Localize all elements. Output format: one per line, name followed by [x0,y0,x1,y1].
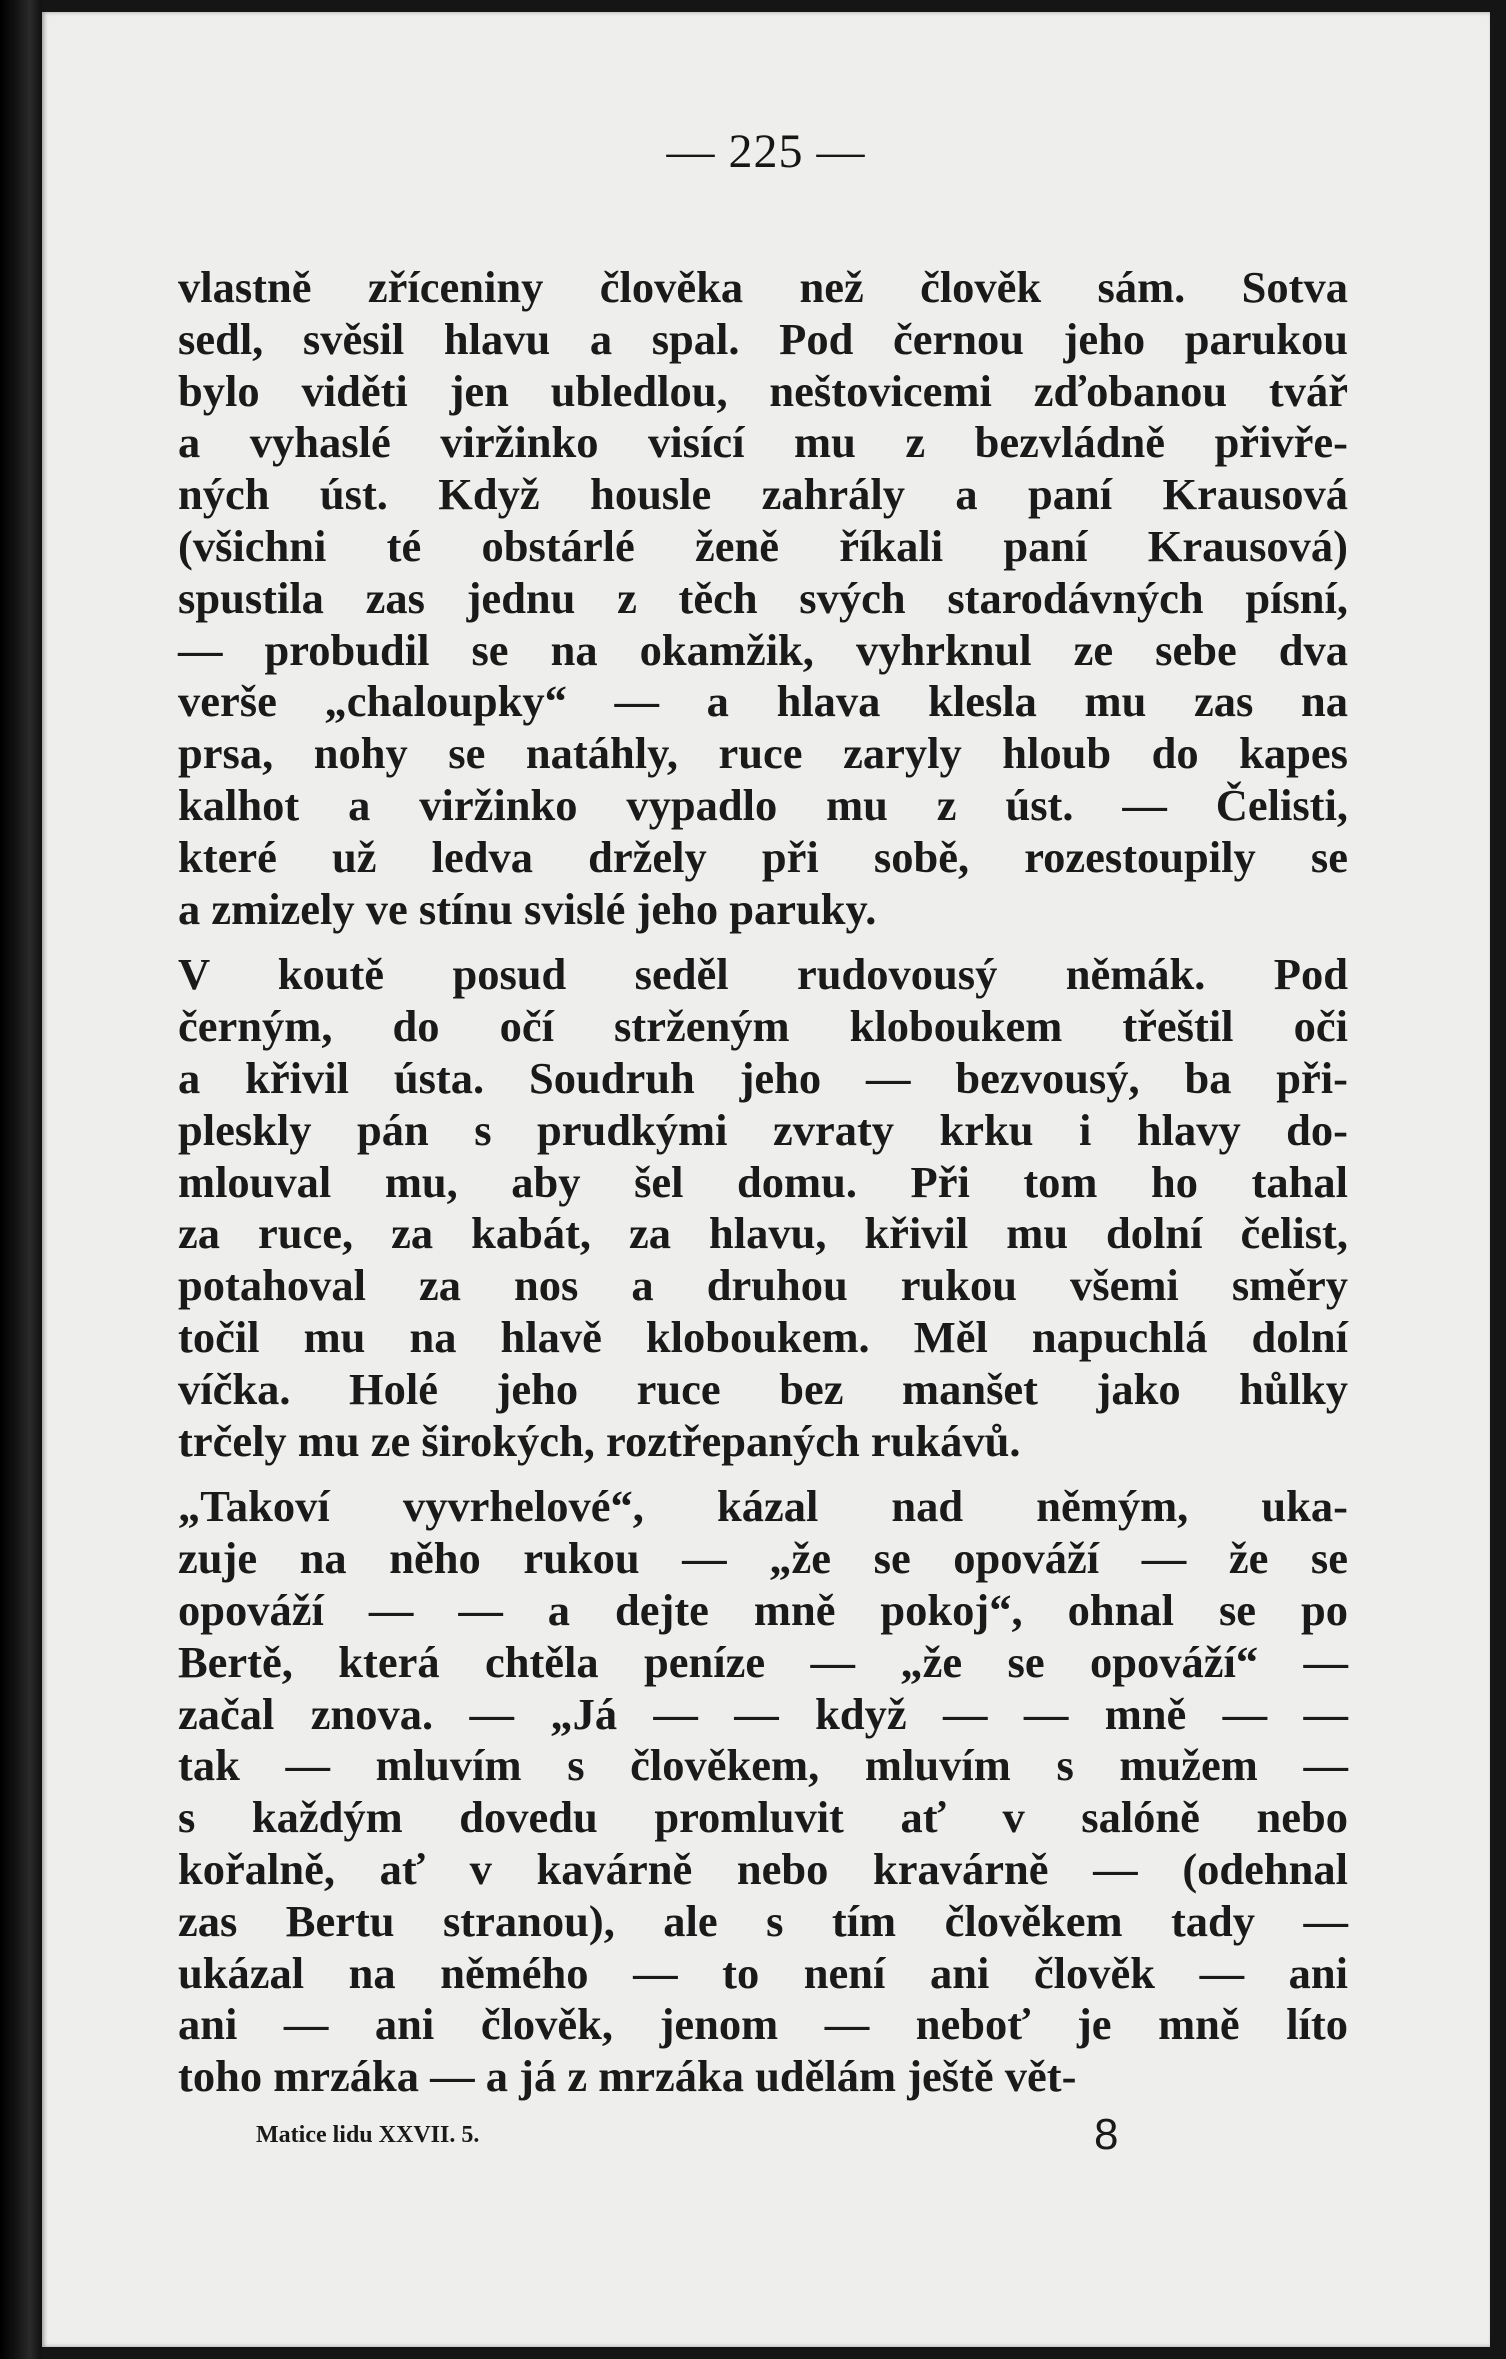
text-line: toho mrzáka — a já z mrzáka udělám ještě vět- [178,2051,1077,2102]
text-line: které už ledva držely při sobě, rozestoupily se [178,831,1348,882]
text-line: začal znova. — „Já — — když — — mně — — [178,1688,1348,1739]
text-line: s každým dovedu promluvit ať v salóně nebo [178,1792,1348,1843]
text-line: V koutě posud seděl rudovousý němák. Pod [178,949,1348,1000]
text-line: prsa, nohy se natáhly, ruce zaryly hloub do kapes [178,728,1348,779]
text-line: bylo viděti jen ubledlou, neštovicemi zďobanou tvář [178,365,1348,416]
paragraph [178,262,1348,935]
paragraph [178,949,1348,1467]
text-line: ani — ani člověk, jenom — neboť je mně líto [178,1999,1348,2050]
text-line: (všichni té obstárlé ženě říkali paní Krausová) [178,520,1348,571]
text-line: zuje na něho rukou — „že se opováží — že se [178,1533,1348,1584]
text-line: zas Bertu stranou), ale s tím člověkem tady — [178,1895,1348,1946]
text-line: mlouval mu, aby šel domu. Při tom ho tahal [178,1156,1348,1207]
text-line: a křivil ústa. Soudruh jeho — bezvousý, ba při- [178,1052,1348,1103]
text-line: černým, do očí strženým kloboukem třeštil oči [178,1001,1348,1052]
text-line: opováží — — a dejte mně pokoj“, ohnal se po [178,1584,1348,1635]
text-line: pleskly pán s prudkými zvraty krku i hlavy do- [178,1104,1348,1155]
text-line: tak — mluvím s člověkem, mluvím s mužem — [178,1740,1348,1791]
text-line: trčely mu ze širokých, roztřepaných rukávů. [178,1415,1021,1466]
text-line: ných úst. Když housle zahrály a paní Krausová [178,469,1348,520]
text-line: vlastně zříceniny člověka než člověk sám. Sotva [178,262,1348,312]
text-line: víčka. Holé jeho ruce bez manšet jako hůlky [178,1363,1348,1414]
text-line: a zmizely ve stínu svislé jeho paruky. [178,883,877,934]
text-line: a vyhaslé viržinko visící mu z bezvládně přivře- [178,417,1348,468]
text-line: ukázal na němého — to není ani člověk — ani [178,1947,1348,1998]
text-line: kořalně, ať v kavárně nebo kravárně — (odehnal [178,1843,1348,1894]
text-line: Bertě, která chtěla peníze — „že se opováží“ — [178,1636,1348,1687]
text-line: „Takoví vyvrhelové“, kázal nad němým, uka- [178,1481,1348,1532]
text-line: sedl, svěsil hlavu a spal. Pod černou jeho parukou [178,313,1348,364]
body-text [178,262,1348,2103]
book-page [42,12,1490,2347]
footer-sheet-number: 8 [1094,2110,1119,2159]
text-line: točil mu na hlavě kloboukem. Měl napuchlá dolní [178,1311,1348,1362]
book-binding-edge [0,0,42,2359]
text-line: kalhot a viržinko vypadlo mu z úst. — Čelisti, [178,779,1348,830]
footer-signature: Matice lidu XXVII. 5. [256,2122,480,2148]
text-line: — probudil se na okamžik, vyhrknul ze sebe dva [178,624,1348,675]
paragraph [178,1481,1348,2103]
text-line: potahoval za nos a druhou rukou všemi směry [178,1260,1348,1311]
page-number: — 225 — [666,125,866,178]
text-line: verše „chaloupky“ — a hlava klesla mu zas na [178,676,1348,727]
text-line: za ruce, za kabát, za hlavu, křivil mu dolní čelist, [178,1208,1348,1259]
text-line: spustila zas jednu z těch svých starodávných písní, [178,572,1348,623]
